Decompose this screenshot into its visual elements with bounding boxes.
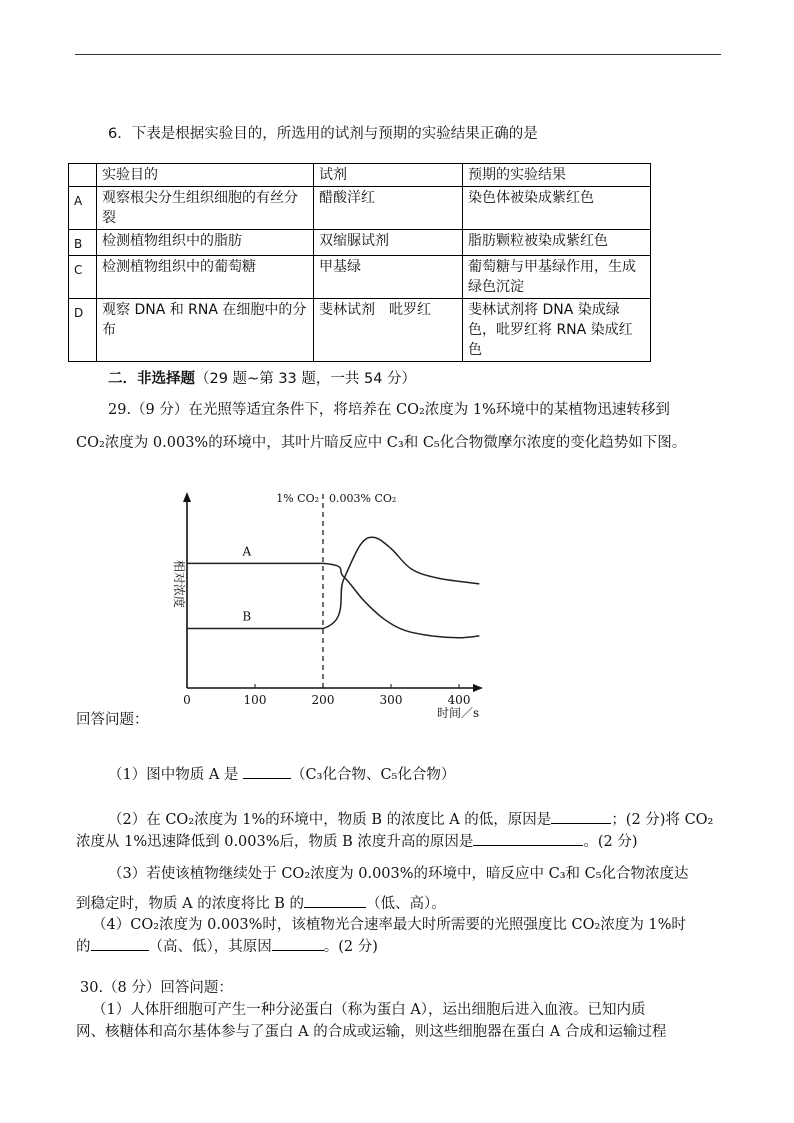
q29-sub2 (108, 808, 713, 829)
purpose-cell: 检测植物组织中的脂肪 (97, 230, 314, 256)
header-cell (69, 164, 97, 187)
q6-prompt: 6．下表是根据实验目的，所选用的试剂与预期的实验结果正确的是 (108, 126, 538, 142)
answer-prompt: 回答问题： (76, 712, 149, 728)
answer-blank[interactable] (272, 936, 324, 951)
option-label: D (69, 299, 97, 362)
divider-right-label: 0.003% CO₂ (329, 492, 397, 505)
sub2-text-d: 。(2 分) (583, 834, 638, 850)
result-cell: 葡萄糖与甲基绿作用，生成绿色沉淀 (463, 256, 651, 299)
answer-blank[interactable] (473, 831, 583, 846)
table-header-row (69, 164, 651, 187)
q29-sub3-cont (76, 892, 446, 913)
x-axis-arrow (473, 684, 483, 692)
sub3-text: 到稳定时，物质 A 的浓度将比 B 的 (76, 896, 305, 912)
reagent-cell: 斐林试剂 吡罗红 (314, 299, 463, 362)
q6-table (68, 163, 651, 362)
y-axis-label: 相对浓度 (172, 559, 186, 608)
x-axis-label: 时间／s (437, 706, 480, 720)
answer-blank[interactable] (243, 764, 291, 779)
q29-sub1 (108, 763, 455, 784)
answer-blank[interactable] (551, 809, 611, 824)
answer-blank[interactable] (91, 936, 149, 951)
sub2-text: （2）在 CO₂浓度为 1%的环境中，物质 B 的浓度比 A 的低，原因是 (108, 812, 552, 828)
y-axis-arrow (183, 492, 191, 502)
option-label: B (69, 230, 97, 256)
purpose-cell: 观察根尖分生组织细胞的有丝分裂 (97, 187, 314, 230)
result-cell: 脂肪颗粒被染成紫红色 (463, 230, 651, 256)
x-tick-label: 100 (243, 693, 267, 707)
q29-sub2-cont (76, 830, 638, 851)
purpose-cell: 观察 DNA 和 RNA 在细胞中的分布 (97, 299, 314, 362)
q29-sub3: （3）若使该植物继续处于 CO₂浓度为 0.003%的环境中，暗反应中 C₃和 C₅化合物浓度达 (108, 866, 689, 882)
q30-line-3: 网、核糖体和高尔基体参与了蛋白 A 的合成或运输，则这些细胞器在蛋白 A 合成和运输过程 (76, 1024, 667, 1040)
sub4-text-c: 。(2 分) (323, 939, 378, 955)
q30-line-2: （1）人体肝细胞可产生一种分泌蛋白（称为蛋白 A），运出细胞后进入血液。已知内质 (92, 1002, 646, 1018)
answer-blank[interactable] (304, 893, 366, 908)
table-row (69, 187, 651, 230)
sub4-text-b: （高、低），其原因 (148, 939, 272, 955)
header-cell: 试剂 (314, 164, 463, 187)
sub4-text: 的 (76, 939, 91, 955)
x-tick-label: 400 (447, 693, 471, 707)
x-tick-label: 300 (379, 693, 403, 707)
q30-line-1: 30.（8 分）回答问题： (80, 980, 233, 996)
section-heading (108, 367, 416, 388)
q29-line-1: 29.（9 分）在光照等适宜条件下，将培养在 CO₂浓度为 1%环境中的某植物迅速转移到 (108, 402, 670, 418)
purpose-cell: 检测植物组织中的葡萄糖 (97, 256, 314, 299)
divider-left-label: 1% CO₂ (276, 492, 319, 505)
table-row (69, 299, 651, 362)
q29-sub4-cont (76, 935, 378, 956)
header-cell: 预期的实验结果 (463, 164, 651, 187)
x-tick-label: 0 (183, 693, 191, 707)
table-row (69, 256, 651, 299)
option-label: A (69, 187, 97, 230)
top-rule (75, 54, 721, 55)
reagent-cell: 甲基绿 (314, 256, 463, 299)
series-b-label: B (242, 609, 252, 624)
result-cell: 斐林试剂将 DNA 染成绿色，吡罗红将 RNA 染成红色 (463, 299, 651, 362)
concentration-chart (165, 480, 495, 730)
q29-sub4: （4）CO₂浓度为 0.003%时，该植物光合速率最大时所需要的光照强度比 CO₂浓度为 1%时 (92, 917, 686, 933)
series-a-line (187, 563, 479, 637)
section-range: （29 题~第 33 题，一共 54 分） (195, 371, 417, 387)
option-label: C (69, 256, 97, 299)
sub1-text: （1）图中物质 A 是 (108, 767, 244, 783)
sub2-text-c: 浓度从 1%迅速降低到 0.003%后，物质 B 浓度升高的原因是 (76, 834, 474, 850)
sub1-options: （C₃化合物、C₅化合物） (291, 767, 456, 783)
x-tick-label: 200 (311, 693, 335, 707)
header-cell: 实验目的 (97, 164, 314, 187)
section-title: 二．非选择题 (108, 371, 195, 387)
series-a-label: A (242, 544, 252, 559)
sub3-options: （低、高）。 (366, 896, 446, 912)
result-cell: 染色体被染成紫红色 (463, 187, 651, 230)
q29-line-2: CO₂浓度为 0.003%的环境中，其叶片暗反应中 C₃和 C₅化合物微摩尔浓度的变化趋势如下图。 (76, 435, 687, 451)
reagent-cell: 醋酸洋红 (314, 187, 463, 230)
reagent-cell: 双缩脲试剂 (314, 230, 463, 256)
sub2-text-b: ；(2 分)将 CO₂ (611, 812, 714, 828)
table-row (69, 230, 651, 256)
series-b-line (187, 537, 479, 628)
